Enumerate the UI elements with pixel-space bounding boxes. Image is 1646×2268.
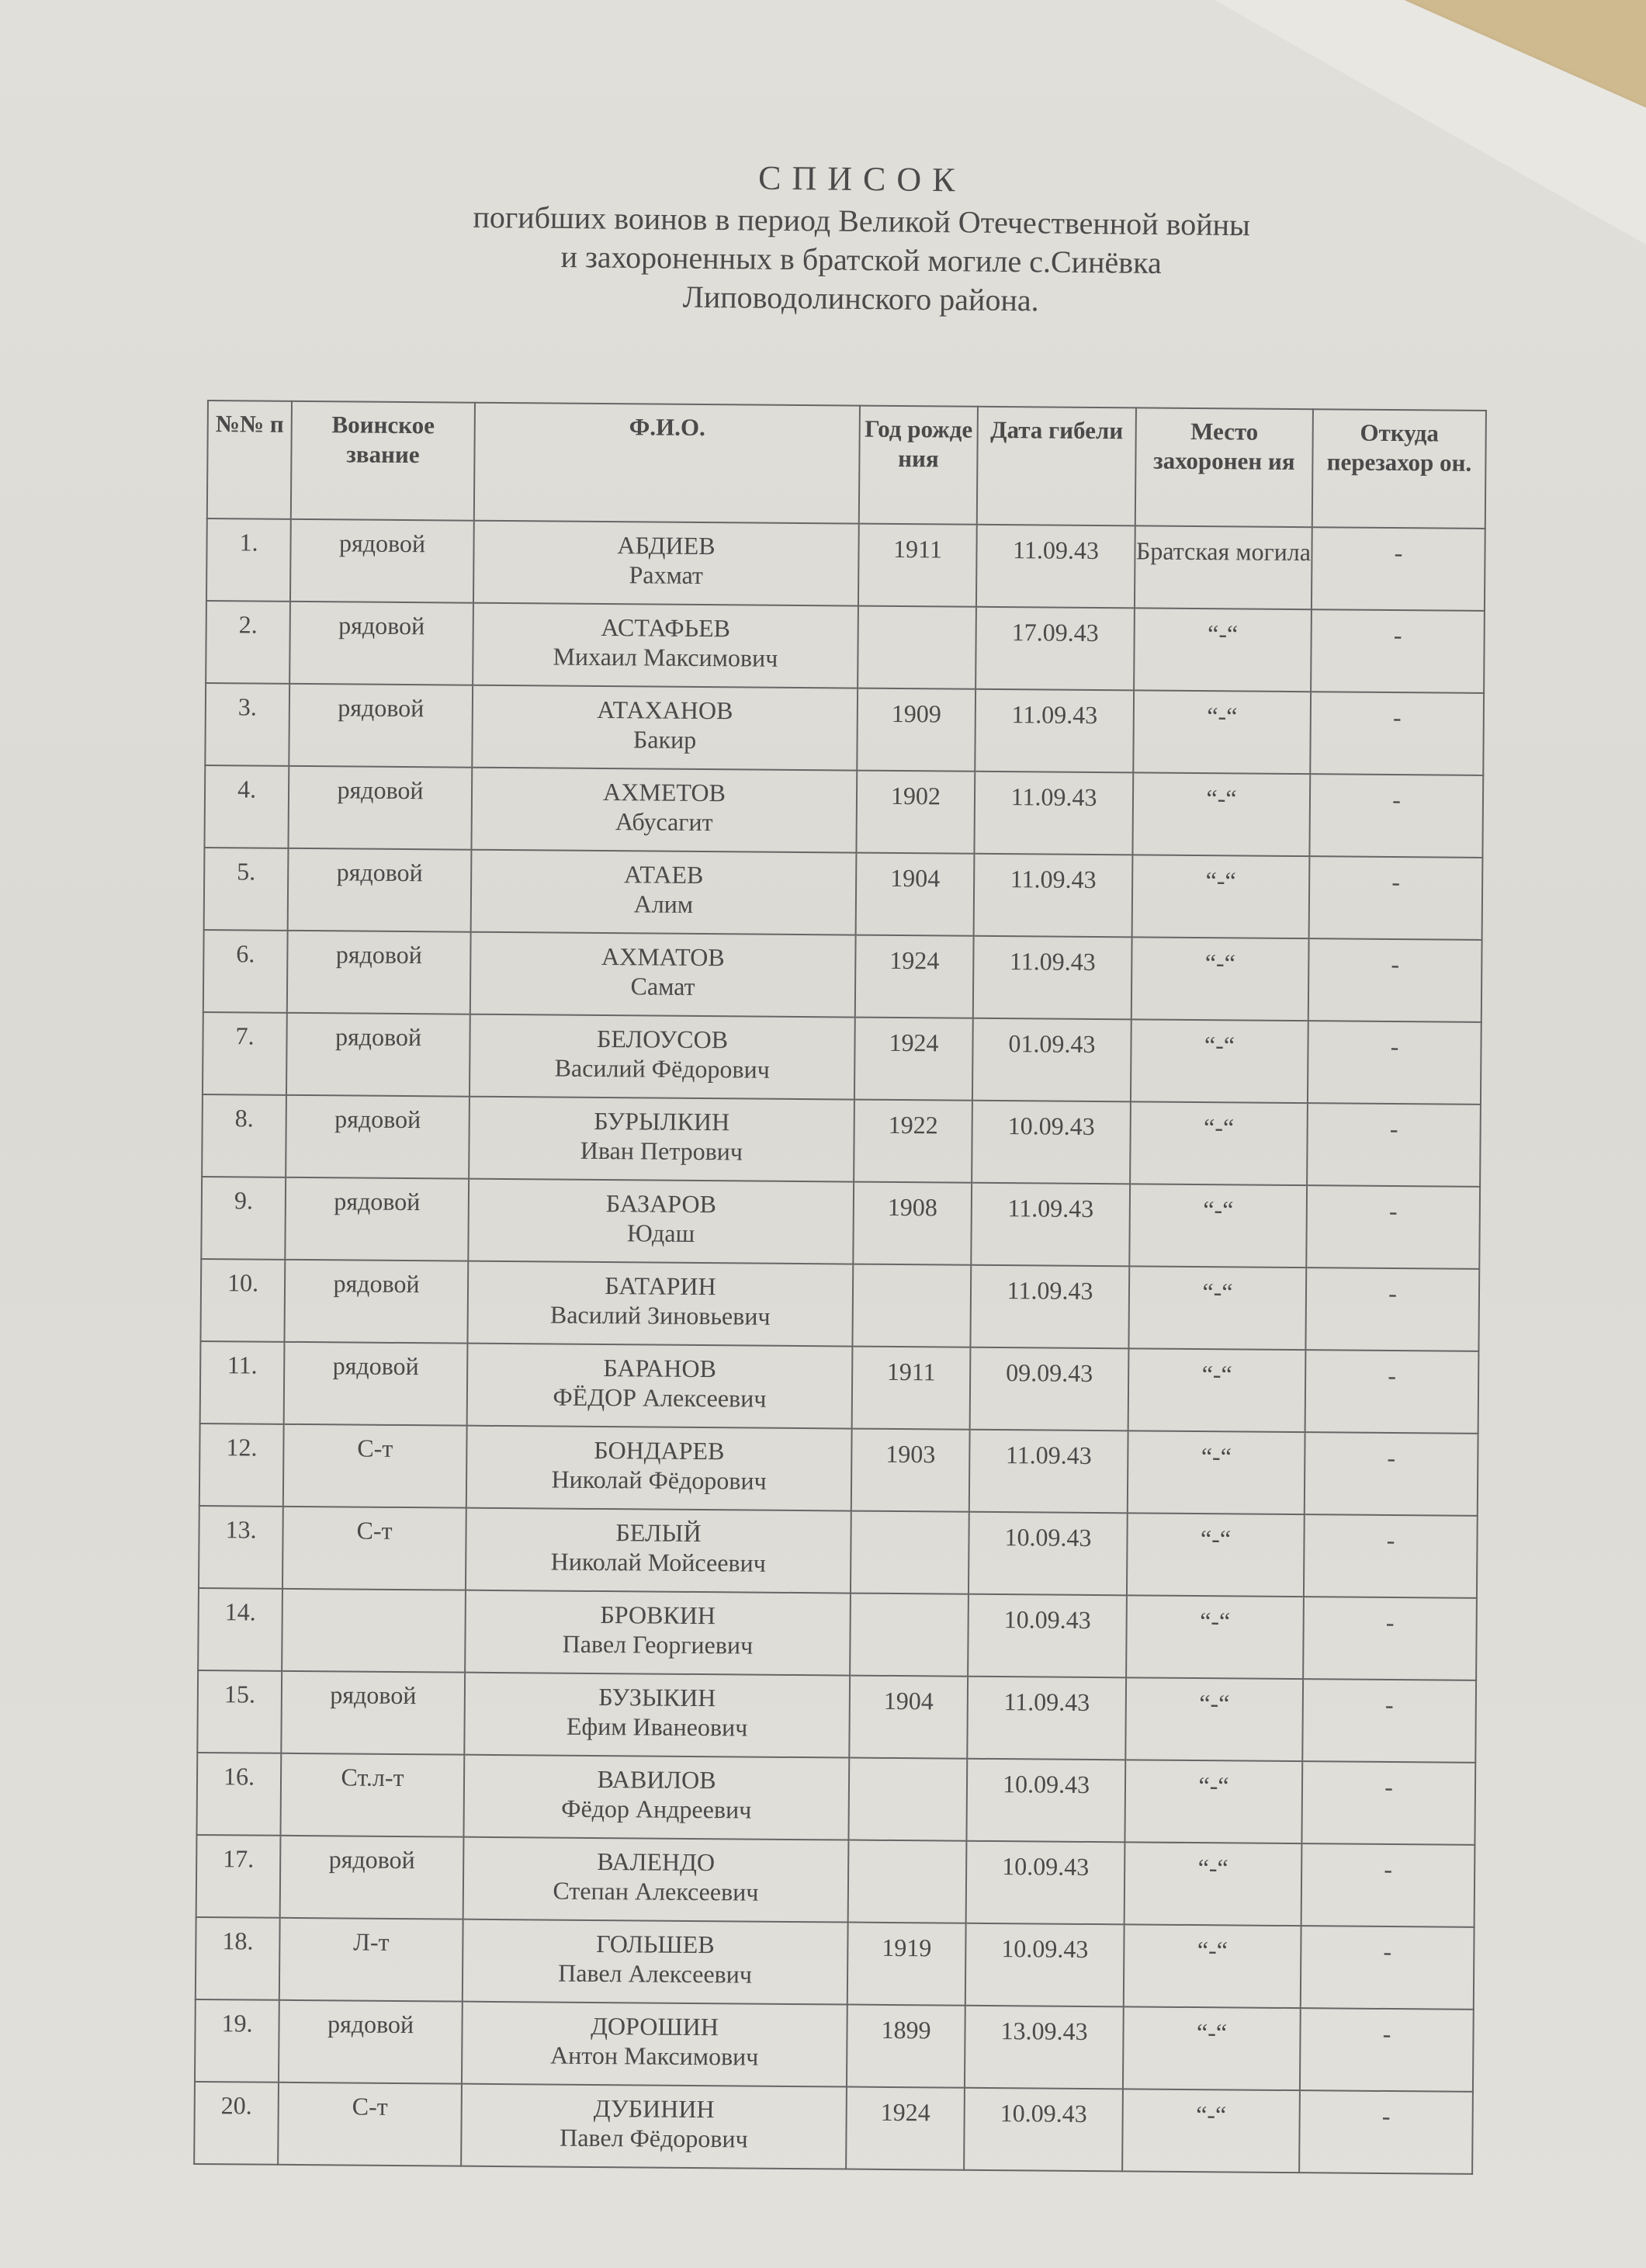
cell-birth-year: 1924 <box>846 2087 965 2170</box>
header-burial-place: Место захоронен ия <box>1135 407 1313 527</box>
cell-number: 8. <box>202 1094 286 1177</box>
table-row <box>196 1753 1475 1845</box>
cell-reburied-from: - <box>1308 1021 1481 1105</box>
cell-rank: рядовой <box>288 766 472 850</box>
surname: ВАВИЛОВ <box>597 1765 716 1795</box>
cell-rank: рядовой <box>284 1260 468 1344</box>
cell-reburied-from: - <box>1307 1103 1481 1187</box>
given-name: Ефим Иванеович <box>566 1711 748 1742</box>
cell-full-name <box>468 1179 854 1264</box>
cell-full-name <box>463 1837 849 1923</box>
cell-birth-year: 1904 <box>849 1676 968 1759</box>
cell-reburied-from: - <box>1305 1350 1479 1434</box>
cell-reburied-from: - <box>1309 774 1483 858</box>
cell-burial-place: “-“ <box>1133 690 1311 774</box>
cell-birth-year <box>851 1511 969 1594</box>
given-name: Николай Фёдорович <box>551 1465 767 1495</box>
cell-death-date: 11.09.43 <box>976 525 1135 609</box>
cell-death-date: 10.09.43 <box>968 1594 1127 1678</box>
cell-rank: рядовой <box>286 1095 470 1179</box>
cell-full-name <box>464 1673 850 1758</box>
table-row <box>200 1341 1479 1434</box>
cell-death-date: 10.09.43 <box>966 1841 1125 1925</box>
cell-number: 3. <box>205 683 289 766</box>
surname: АТАХАНОВ <box>597 695 733 725</box>
header-reburied-from: Откуда перезахор он. <box>1312 409 1486 529</box>
cell-death-date: 11.09.43 <box>974 772 1133 855</box>
given-name: Юдаш <box>626 1219 695 1247</box>
cell-burial-place: “-“ <box>1129 1184 1307 1268</box>
table-header-row <box>207 401 1486 529</box>
cell-death-date: 11.09.43 <box>971 1183 1130 1267</box>
cell-full-name <box>461 2084 847 2169</box>
cell-full-name <box>466 1508 851 1593</box>
cell-rank: Ст.л-т <box>280 1753 464 1837</box>
surname: БОНДАРЕВ <box>594 1435 725 1465</box>
table-row <box>194 2082 1473 2174</box>
cell-death-date: 11.09.43 <box>975 689 1134 773</box>
cell-rank: рядовой <box>284 1342 468 1426</box>
table-row <box>198 1588 1477 1680</box>
cell-birth-year: 1903 <box>851 1429 970 1512</box>
cell-rank: Л-т <box>279 1918 463 2002</box>
cell-rank: С-т <box>278 2082 462 2166</box>
table-row <box>197 1670 1476 1763</box>
given-name: Иван Петрович <box>580 1136 743 1166</box>
given-name: Бакир <box>632 725 697 754</box>
cell-rank: рядовой <box>279 2000 463 2084</box>
cell-burial-place: “-“ <box>1124 1760 1302 1843</box>
cell-number: 18. <box>196 1917 280 2000</box>
cell-death-date: 11.09.43 <box>967 1677 1126 1760</box>
cell-reburied-from: - <box>1304 1514 1478 1598</box>
cell-burial-place: “-“ <box>1132 855 1310 938</box>
cell-burial-place: “-“ <box>1130 1101 1308 1185</box>
cell-birth-year: 1911 <box>852 1347 971 1430</box>
given-name: Павел Алексеевич <box>558 1958 753 1989</box>
cell-burial-place: “-“ <box>1131 937 1309 1021</box>
cell-rank: рядовой <box>288 848 472 932</box>
cell-burial-place: “-“ <box>1123 2006 1301 2090</box>
cell-number: 14. <box>198 1588 282 1671</box>
given-name: Михаил Максимович <box>553 642 778 672</box>
cell-number: 7. <box>203 1012 287 1095</box>
cell-burial-place: “-“ <box>1124 1842 1302 1926</box>
cell-burial-place: “-“ <box>1124 1924 1301 2008</box>
cell-rank: С-т <box>283 1424 467 1508</box>
cell-death-date: 13.09.43 <box>965 2006 1124 2089</box>
cell-reburied-from: - <box>1302 1679 1476 1763</box>
cell-full-name <box>472 685 858 771</box>
cell-rank: рядовой <box>285 1177 469 1261</box>
cell-birth-year: 1911 <box>858 524 977 607</box>
table-row <box>199 1506 1478 1598</box>
surname: ДОРОШИН <box>591 2011 719 2041</box>
cell-burial-place: “-“ <box>1132 772 1310 856</box>
cell-death-date: 10.09.43 <box>969 1512 1128 1596</box>
cell-full-name <box>470 1014 855 1100</box>
cell-full-name <box>467 1344 853 1429</box>
surname: БУЗЫКИН <box>598 1683 716 1712</box>
given-name: Самат <box>630 972 695 1000</box>
given-name: Рахмат <box>629 560 704 590</box>
cell-birth-year <box>848 1840 967 1923</box>
cell-death-date: 01.09.43 <box>972 1018 1131 1102</box>
table-row <box>196 1835 1475 1927</box>
surname: ГОЛЬШЕВ <box>596 1929 715 1959</box>
given-name: Василий Фёдорович <box>554 1053 770 1084</box>
cell-number: 1. <box>206 518 291 602</box>
cell-birth-year: 1899 <box>847 2005 965 2088</box>
cell-full-name <box>471 850 857 935</box>
cell-death-date: 17.09.43 <box>975 607 1135 691</box>
table-row <box>196 1917 1474 2010</box>
given-name: Павел Георгиевич <box>562 1629 754 1659</box>
cell-rank: рядовой <box>281 1671 465 1755</box>
surname: БЕЛОУСОВ <box>596 1024 729 1054</box>
cell-reburied-from: - <box>1311 609 1485 693</box>
cell-death-date: 10.09.43 <box>964 2088 1123 2172</box>
header-birth-year: Год рожде ния <box>859 406 978 525</box>
header-full-name: Ф.И.О. <box>474 403 860 524</box>
cell-reburied-from: - <box>1310 692 1484 775</box>
cell-death-date: 11.09.43 <box>969 1430 1128 1514</box>
cell-number: 15. <box>197 1670 282 1753</box>
cell-death-date: 11.09.43 <box>973 936 1132 1020</box>
table-body <box>194 518 1485 2174</box>
surname: АБДИЕВ <box>617 531 716 560</box>
cell-reburied-from: - <box>1308 938 1482 1022</box>
cell-reburied-from: - <box>1305 1432 1478 1516</box>
cell-full-name <box>470 932 856 1018</box>
cell-birth-year <box>852 1264 971 1347</box>
surname: БЕЛЫЙ <box>615 1518 702 1548</box>
subtitle-line-1: погибших воинов в период Великой Отечественной войны <box>473 199 1251 243</box>
cell-birth-year <box>850 1593 969 1677</box>
cell-burial-place: “-“ <box>1128 1348 1306 1432</box>
table-row <box>199 1424 1478 1516</box>
cell-burial-place: Братская могила <box>1135 525 1312 609</box>
cell-number: 19. <box>195 1999 279 2082</box>
cell-full-name <box>473 603 858 688</box>
given-name: ФЁДОР Алексеевич <box>553 1382 767 1413</box>
cell-rank: рядовой <box>287 931 471 1014</box>
cell-death-date: 09.09.43 <box>970 1347 1129 1431</box>
cell-number: 2. <box>206 601 290 684</box>
cell-rank: рядовой <box>289 684 473 768</box>
table-row <box>202 1094 1481 1187</box>
surname: АТАЕВ <box>623 860 704 890</box>
cell-number: 10. <box>200 1259 285 1342</box>
header-death-date: Дата гибели <box>977 407 1136 526</box>
cell-number: 17. <box>196 1835 281 1918</box>
cell-birth-year: 1919 <box>847 1923 966 2006</box>
cell-burial-place: “-“ <box>1131 1019 1308 1103</box>
table-row <box>200 1259 1479 1351</box>
table-row <box>206 518 1485 611</box>
cell-death-date: 10.09.43 <box>972 1101 1131 1184</box>
surname: АХМАТОВ <box>601 942 725 972</box>
cell-reburied-from: - <box>1303 1597 1477 1680</box>
cell-number: 6. <box>203 930 288 1013</box>
subtitle-line-2: и захороненных в братской могиле с.Синёвка <box>560 238 1162 281</box>
cell-full-name <box>463 1919 848 2005</box>
given-name: Степан Алексеевич <box>553 1876 759 1906</box>
cell-birth-year: 1902 <box>856 771 975 854</box>
cell-rank: рядовой <box>290 519 474 603</box>
cell-birth-year <box>848 1758 967 1841</box>
cell-full-name <box>471 768 857 853</box>
table-row <box>203 1012 1481 1105</box>
surname: БАТАРИН <box>605 1271 716 1301</box>
cell-number: 20. <box>194 2082 279 2165</box>
cell-burial-place: “-“ <box>1126 1595 1304 1679</box>
table-row <box>201 1177 1480 1269</box>
cell-reburied-from: - <box>1301 1926 1474 2010</box>
cell-number: 13. <box>199 1506 283 1589</box>
cell-full-name <box>462 2002 847 2087</box>
cell-number: 12. <box>199 1424 284 1507</box>
cell-number: 16. <box>196 1753 281 1836</box>
cell-reburied-from: - <box>1299 2090 1473 2174</box>
given-name: Антон Максимович <box>549 2041 759 2071</box>
cell-reburied-from: - <box>1312 527 1485 611</box>
header-number: №№ п <box>207 401 292 519</box>
given-name: Василий Зиновьевич <box>549 1300 771 1330</box>
table-row <box>204 848 1483 940</box>
cell-reburied-from: - <box>1306 1185 1480 1269</box>
header-rank: Воинское звание <box>291 401 475 521</box>
soldiers-table <box>193 400 1487 2175</box>
cell-death-date: 10.09.43 <box>965 1923 1124 2007</box>
surname: ДУБИНИН <box>593 2093 715 2124</box>
surname: БРОВКИН <box>600 1600 716 1630</box>
surname: АСТАФЬЕВ <box>601 612 731 643</box>
cell-birth-year: 1904 <box>856 853 975 936</box>
cell-death-date: 10.09.43 <box>966 1759 1125 1843</box>
cell-rank <box>282 1589 466 1673</box>
surname: БУРЫЛКИН <box>594 1106 730 1136</box>
cell-number: 5. <box>204 848 289 931</box>
cell-number: 4. <box>204 765 289 848</box>
cell-burial-place: “-“ <box>1134 608 1312 692</box>
document-header <box>356 154 1367 324</box>
cell-birth-year: 1908 <box>853 1182 972 1265</box>
cell-birth-year: 1922 <box>854 1100 972 1183</box>
cell-reburied-from: - <box>1301 1843 1475 1927</box>
cell-death-date: 11.09.43 <box>970 1265 1129 1349</box>
cell-rank: С-т <box>282 1507 466 1590</box>
surname: ВАЛЕНДО <box>597 1847 716 1877</box>
cell-full-name <box>469 1097 854 1182</box>
cell-death-date: 11.09.43 <box>974 854 1133 938</box>
cell-birth-year: 1924 <box>855 935 974 1018</box>
cell-full-name <box>463 1755 849 1840</box>
table-row <box>204 765 1483 858</box>
table-row <box>195 1999 1474 2092</box>
cell-reburied-from: - <box>1301 1761 1475 1845</box>
given-name: Павел Фёдорович <box>560 2123 748 2153</box>
cell-birth-year <box>858 606 976 689</box>
cell-number: 9. <box>201 1177 286 1260</box>
cell-burial-place: “-“ <box>1122 2089 1300 2173</box>
given-name: Фёдор Андреевич <box>561 1794 752 1824</box>
table-row <box>205 683 1484 775</box>
given-name: Абусагит <box>615 807 713 837</box>
cell-reburied-from: - <box>1300 2008 1474 2092</box>
cell-burial-place: “-“ <box>1128 1431 1305 1514</box>
cell-rank: рядовой <box>289 602 473 685</box>
cell-birth-year: 1909 <box>857 688 975 772</box>
surname: БАРАНОВ <box>603 1354 717 1383</box>
cell-birth-year: 1924 <box>854 1018 973 1101</box>
table-row <box>206 601 1485 693</box>
given-name: Алим <box>633 890 694 918</box>
cell-rank: рядовой <box>280 1836 464 1919</box>
cell-number: 11. <box>200 1341 285 1424</box>
table-wrapper <box>193 400 1485 2175</box>
cell-reburied-from: - <box>1305 1268 1479 1351</box>
table-row <box>203 930 1482 1022</box>
given-name: Николай Мойсеевич <box>550 1547 766 1577</box>
cell-full-name <box>467 1261 853 1347</box>
cell-full-name <box>466 1426 852 1511</box>
cell-rank: рядовой <box>286 1013 470 1097</box>
surname: БАЗАРОВ <box>605 1189 717 1219</box>
cell-full-name <box>473 521 859 606</box>
cell-full-name <box>465 1590 851 1676</box>
cell-burial-place: “-“ <box>1128 1266 1306 1350</box>
document-title: СПИСОК <box>757 158 966 199</box>
cell-burial-place: “-“ <box>1125 1677 1303 1761</box>
subtitle-line-3: Липоводолинского района. <box>682 279 1039 318</box>
cell-reburied-from: - <box>1309 856 1483 940</box>
cell-burial-place: “-“ <box>1127 1513 1305 1597</box>
surname: АХМЕТОВ <box>603 778 726 807</box>
